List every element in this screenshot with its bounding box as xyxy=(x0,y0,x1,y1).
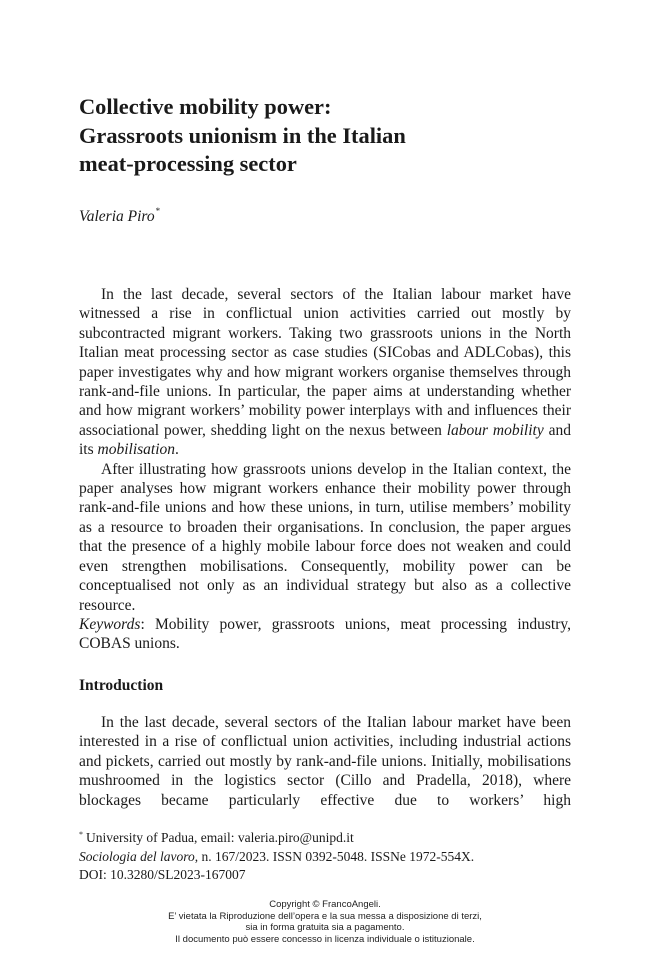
keywords xyxy=(79,615,571,654)
section-heading-introduction: Introduction xyxy=(79,677,164,694)
abstract-p1-emphasis-2: mobilisation xyxy=(97,441,176,459)
author-name: Valeria Piro xyxy=(79,208,155,225)
abstract-paragraph-1 xyxy=(79,285,571,460)
title-line-2: Grassroots unionism in the Italian xyxy=(79,122,406,148)
abstract xyxy=(79,285,571,654)
abstract-p1-end: . xyxy=(175,441,179,459)
title-line-3: meat-processing sector xyxy=(79,151,297,176)
journal-issue: , n. 167/2023. ISSN 0392-5048. ISSNe 1972-554X. xyxy=(194,848,475,864)
abstract-p1-text: In the last decade, several sectors of the Italian labour market have witnessed a rise in conflictual union activities carried out mostly by subcontracted migrant workers. Taking two grassroots unions in the North Italian meat processing sector as case studies (SICobas and ADLCobas), this paper investigates why and how migrant workers organise themselves through rank-and-file unions. In particular, the paper aims at understanding whether and how migrant workers’ mobility power interplays with and influences their associational power, shedding light on the nexus between xyxy=(79,286,571,439)
keywords-list: : Mobility power, grassroots unions, meat processing industry, COBAS unions. xyxy=(79,615,571,653)
author-footnote-mark: * xyxy=(155,206,161,216)
keywords-label: Keywords xyxy=(79,615,141,633)
copyright-line-1: Copyright © FrancoAngeli. xyxy=(269,899,381,910)
footnote xyxy=(79,826,579,885)
footnote-affiliation-text: University of Padua, email: valeria.piro@unipd.it xyxy=(86,830,354,845)
article-title xyxy=(79,93,579,179)
introduction-body xyxy=(79,713,571,810)
abstract-p1-emphasis-1: labour mobility xyxy=(446,421,544,439)
footnote-mark: * xyxy=(79,830,83,839)
copyright-notice xyxy=(0,899,650,945)
footnote-citation xyxy=(79,848,579,867)
journal-name: Sociologia del lavoro xyxy=(79,848,195,864)
author-line xyxy=(79,206,160,226)
abstract-p1-connector: and its xyxy=(79,421,572,459)
copyright-line-4: Il documento può essere concesso in licenza individuale o istituzionale. xyxy=(175,933,475,945)
footnote-affiliation xyxy=(79,826,579,848)
copyright-line-2: E’ vietata la Riproduzione dell’opera e la sua messa a disposizione di terzi, xyxy=(168,910,482,922)
introduction-paragraph-1: In the last decade, several sectors of the Italian labour market have been interested in a rise of conflictual union activities, including industrial actions and pickets, carried out mostly by rank-and-file unions. Initially, mobilisations mushroomed in the logistics sector (Cillo and Pradella, 2018), where blockages became particularly effective due to workers’ high xyxy=(79,714,571,809)
title-line-1: Collective mobility power: xyxy=(79,94,332,119)
footnote-doi: DOI: 10.3280/SL2023-167007 xyxy=(79,867,246,882)
copyright-line-3: sia in forma gratuita sia a pagamento. xyxy=(245,922,405,933)
abstract-paragraph-2: After illustrating how grassroots unions develop in the Italian context, the paper analyses how migrant workers enhance their mobility power through rank-and-file unions and how these unions, in turn, utilise members’ mobility as a resource to broaden their organisations. In conclusion, the paper argues that the presence of a highly mobile labour force does not weaken and could even strengthen mobilisations. Consequently, mobility power can be conceptualised not only as an individual strategy but also as a collective resource. xyxy=(79,460,571,614)
